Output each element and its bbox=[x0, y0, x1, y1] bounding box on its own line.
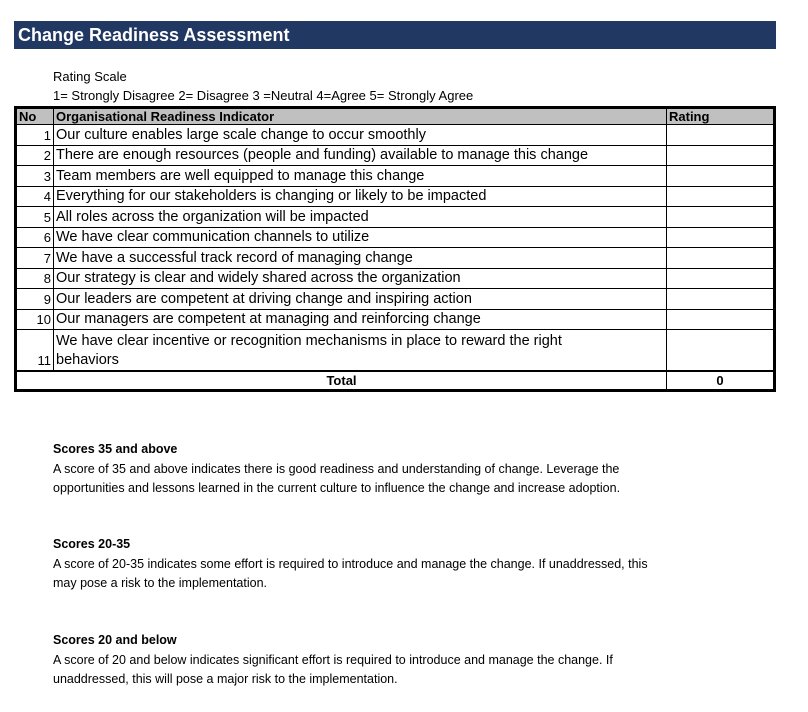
indicator-text bbox=[54, 330, 667, 372]
column-header-indicator: Organisational Readiness Indicator bbox=[54, 108, 667, 125]
score-guide-text: A score of 35 and above indicates there is good readiness and understanding of change. Leverage the opportunities and lessons learned in the current culture to influence the change and increase adoption. bbox=[53, 461, 621, 495]
rating-cell[interactable] bbox=[667, 145, 775, 166]
rating-cell[interactable] bbox=[667, 227, 775, 248]
rating-scale-label: Rating Scale bbox=[53, 69, 127, 84]
table-row bbox=[16, 227, 775, 248]
total-label: Total bbox=[16, 371, 667, 391]
indicator-text: We have clear communication channels to utilize bbox=[54, 227, 667, 248]
row-number: 10 bbox=[16, 309, 54, 330]
readiness-table bbox=[14, 106, 776, 392]
indicator-text: Everything for our stakeholders is changing or likely to be impacted bbox=[54, 186, 667, 207]
indicator-text: Our leaders are competent at driving change and inspiring action bbox=[54, 289, 667, 310]
score-guide-high bbox=[53, 440, 673, 499]
score-guide-heading: Scores 20 and below bbox=[53, 633, 177, 647]
score-guide-medium bbox=[53, 535, 673, 594]
table-row bbox=[16, 125, 775, 146]
score-guide-heading: Scores 20-35 bbox=[53, 537, 131, 551]
table-row bbox=[16, 289, 775, 310]
column-header-no: No bbox=[16, 108, 54, 125]
indicator-text: Our managers are competent at managing and reinforcing change bbox=[54, 309, 667, 330]
indicator-text-line: We have clear incentive or recognition mechanisms in place to reward the right bbox=[56, 333, 562, 349]
page-title: Change Readiness Assessment bbox=[14, 21, 776, 49]
row-number: 5 bbox=[16, 207, 54, 228]
rating-cell[interactable] bbox=[667, 268, 775, 289]
score-guide-text: A score of 20 and below indicates significant effort is required to introduce and manage the change. If unaddressed, this will pose a major risk to the implementation. bbox=[53, 652, 613, 686]
row-number: 8 bbox=[16, 268, 54, 289]
rating-cell[interactable] bbox=[667, 289, 775, 310]
row-number: 4 bbox=[16, 186, 54, 207]
row-number: 3 bbox=[16, 166, 54, 187]
rating-cell[interactable] bbox=[667, 125, 775, 146]
total-value: 0 bbox=[667, 371, 775, 391]
indicator-text: Our strategy is clear and widely shared across the organization bbox=[54, 268, 667, 289]
rating-cell[interactable] bbox=[667, 248, 775, 269]
rating-cell[interactable] bbox=[667, 309, 775, 330]
row-number: 1 bbox=[16, 125, 54, 146]
indicator-text: There are enough resources (people and funding) available to manage this change bbox=[54, 145, 667, 166]
score-guide-low bbox=[53, 631, 673, 690]
table-row bbox=[16, 145, 775, 166]
rating-cell[interactable] bbox=[667, 330, 775, 372]
rating-scale-text: 1= Strongly Disagree 2= Disagree 3 =Neutral 4=Agree 5= Strongly Agree bbox=[53, 88, 474, 103]
row-number: 7 bbox=[16, 248, 54, 269]
table-row bbox=[16, 268, 775, 289]
table-row bbox=[16, 248, 775, 269]
table-row bbox=[16, 309, 775, 330]
row-number: 2 bbox=[16, 145, 54, 166]
indicator-text-line: behaviors bbox=[56, 352, 119, 368]
table-header-row bbox=[16, 108, 775, 125]
table-row bbox=[16, 186, 775, 207]
indicator-text: All roles across the organization will be impacted bbox=[54, 207, 667, 228]
score-guide-heading: Scores 35 and above bbox=[53, 442, 178, 456]
rating-cell[interactable] bbox=[667, 166, 775, 187]
indicator-text: Our culture enables large scale change to occur smoothly bbox=[54, 125, 667, 146]
indicator-text: Team members are well equipped to manage this change bbox=[54, 166, 667, 187]
table-row bbox=[16, 330, 775, 372]
row-number: 11 bbox=[16, 330, 54, 372]
row-number: 6 bbox=[16, 227, 54, 248]
table-row bbox=[16, 207, 775, 228]
row-number: 9 bbox=[16, 289, 54, 310]
table-row bbox=[16, 166, 775, 187]
score-guide-text: A score of 20-35 indicates some effort is required to introduce and manage the change. If unaddressed, this may pose a risk to the implementation. bbox=[53, 556, 648, 590]
indicator-text: We have a successful track record of managing change bbox=[54, 248, 667, 269]
rating-cell[interactable] bbox=[667, 186, 775, 207]
total-row bbox=[16, 371, 775, 391]
rating-cell[interactable] bbox=[667, 207, 775, 228]
column-header-rating: Rating bbox=[667, 108, 775, 125]
